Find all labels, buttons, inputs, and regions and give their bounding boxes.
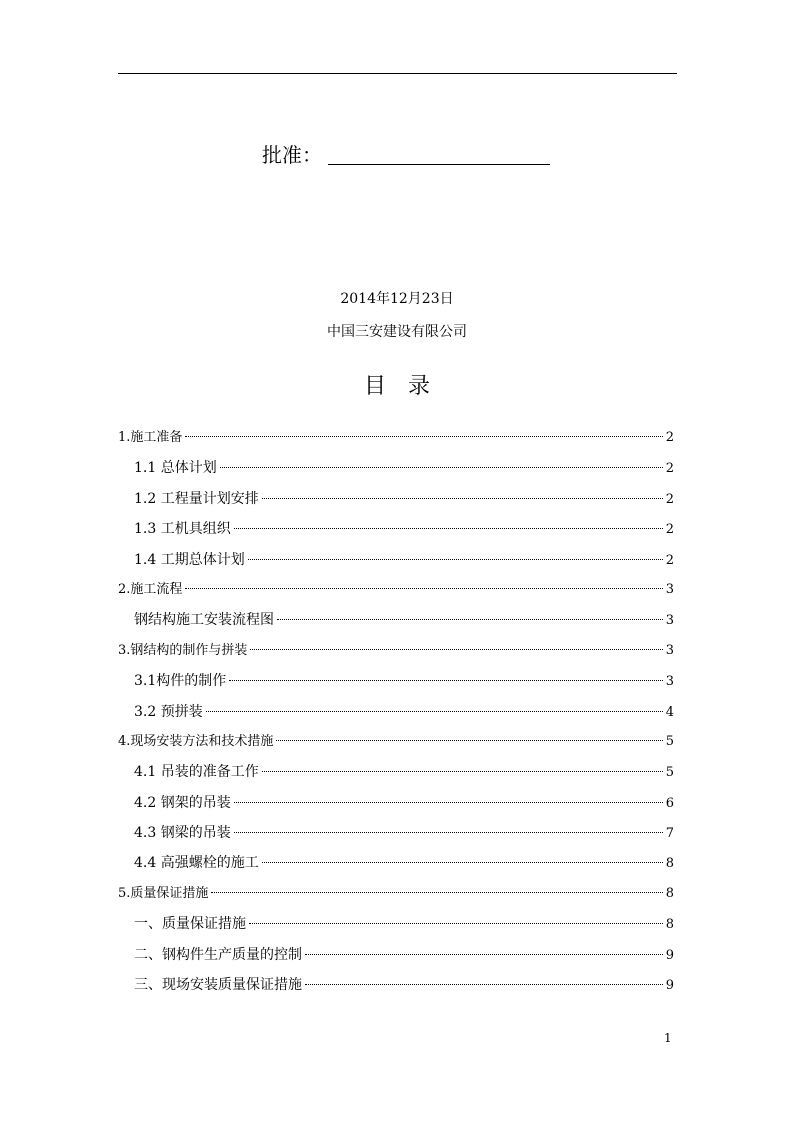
toc-page-number: 6 (665, 795, 674, 811)
approval-signature-line (328, 164, 550, 165)
toc-entry[interactable] (118, 666, 674, 696)
toc-leader (185, 588, 662, 589)
toc-leader (206, 711, 663, 712)
toc-page-number: 3 (665, 642, 674, 658)
toc-page-number: 8 (665, 885, 674, 901)
toc-page-number: 7 (665, 826, 674, 842)
toc-entry-text: 4.3 钢梁的吊装 (134, 825, 231, 842)
toc-leader (262, 498, 663, 499)
toc-page-number: 3 (665, 581, 674, 597)
header-rule (118, 73, 677, 74)
toc-leader (250, 649, 662, 650)
toc-entry-text: 4.1 吊装的准备工作 (134, 764, 259, 781)
toc-entry[interactable] (118, 575, 674, 605)
company-name: 中国三安建设有限公司 (327, 324, 467, 340)
toc-page-number: 9 (665, 947, 674, 963)
approval-block (262, 138, 550, 168)
toc-entry[interactable] (118, 788, 674, 818)
toc-leader (262, 862, 663, 863)
toc-page-number: 5 (665, 733, 674, 749)
toc-entry[interactable] (118, 970, 674, 1000)
toc-page-number: 2 (665, 552, 674, 568)
toc-leader (185, 436, 662, 437)
toc-leader (305, 954, 663, 955)
toc-entry[interactable] (118, 757, 674, 787)
toc-entry-text: 5.质量保证措施 (118, 885, 209, 901)
toc-leader (234, 528, 663, 529)
toc-page-number: 8 (665, 856, 674, 872)
toc-entry-text: 4.4 高强螺栓的施工 (134, 855, 259, 872)
toc-entry-text: 1.4 工期总体计划 (134, 551, 245, 568)
table-of-contents (118, 423, 674, 1000)
toc-entry-text: 钢结构施工安装流程图 (134, 612, 274, 629)
toc-leader (211, 892, 662, 893)
toc-leader (248, 559, 663, 560)
toc-entry-text: 三、现场安装质量保证措施 (134, 977, 302, 994)
toc-entry[interactable] (118, 514, 674, 544)
toc-entry-text: 1.2 工程量计划安排 (134, 490, 259, 507)
toc-entry-text: 4.现场安装方法和技术措施 (118, 733, 274, 749)
footer-page-number: 1 (664, 1031, 672, 1045)
toc-page-number: 3 (665, 674, 674, 690)
toc-entry[interactable] (118, 940, 674, 970)
toc-title: 目录 (363, 374, 452, 399)
toc-page-number: 2 (665, 491, 674, 507)
toc-entry[interactable] (118, 453, 674, 483)
toc-entry-text: 1.施工准备 (118, 430, 183, 445)
toc-entry[interactable] (118, 727, 674, 757)
toc-entry-text: 2.施工流程 (118, 581, 183, 597)
toc-leader (277, 619, 663, 620)
toc-entry-text: 一、质量保证措施 (134, 916, 246, 933)
toc-entry[interactable] (118, 909, 674, 939)
toc-page-number: 2 (665, 461, 674, 477)
toc-entry[interactable] (118, 605, 674, 635)
toc-entry[interactable] (118, 879, 674, 909)
toc-page-number: 4 (665, 704, 674, 720)
toc-entry[interactable] (118, 545, 674, 575)
toc-page-number: 2 (665, 522, 674, 538)
toc-leader (229, 680, 662, 681)
toc-entry[interactable] (118, 848, 674, 878)
toc-page-number: 3 (665, 613, 674, 629)
toc-entry[interactable] (118, 423, 674, 453)
toc-entry[interactable] (118, 818, 674, 848)
toc-entry[interactable] (118, 636, 674, 666)
toc-entry[interactable] (118, 484, 674, 514)
approval-label: 批准： (262, 143, 322, 167)
toc-entry[interactable] (118, 697, 674, 727)
toc-entry-text: 1.1 总体计划 (134, 460, 217, 477)
toc-entry-text: 3.钢结构的制作与拼装 (118, 642, 248, 658)
toc-leader (234, 802, 663, 803)
toc-entry-text: 3.1构件的制作 (134, 673, 227, 690)
toc-page-number: 2 (665, 430, 674, 445)
toc-leader (249, 923, 663, 924)
document-date: 2014年12月23日 (340, 291, 454, 307)
toc-entry-text: 二、钢构件生产质量的控制 (134, 946, 302, 963)
toc-leader (305, 984, 663, 985)
toc-page-number: 5 (665, 765, 674, 781)
toc-entry-text: 3.2 预拼装 (134, 703, 203, 720)
toc-entry-text: 1.3 工机具组织 (134, 521, 231, 538)
toc-page-number: 8 (665, 917, 674, 933)
toc-entry-text: 4.2 钢架的吊装 (134, 794, 231, 811)
toc-leader (276, 740, 662, 741)
toc-leader (262, 771, 663, 772)
toc-page-number: 9 (665, 978, 674, 994)
toc-leader (220, 467, 663, 468)
toc-leader (234, 832, 663, 833)
